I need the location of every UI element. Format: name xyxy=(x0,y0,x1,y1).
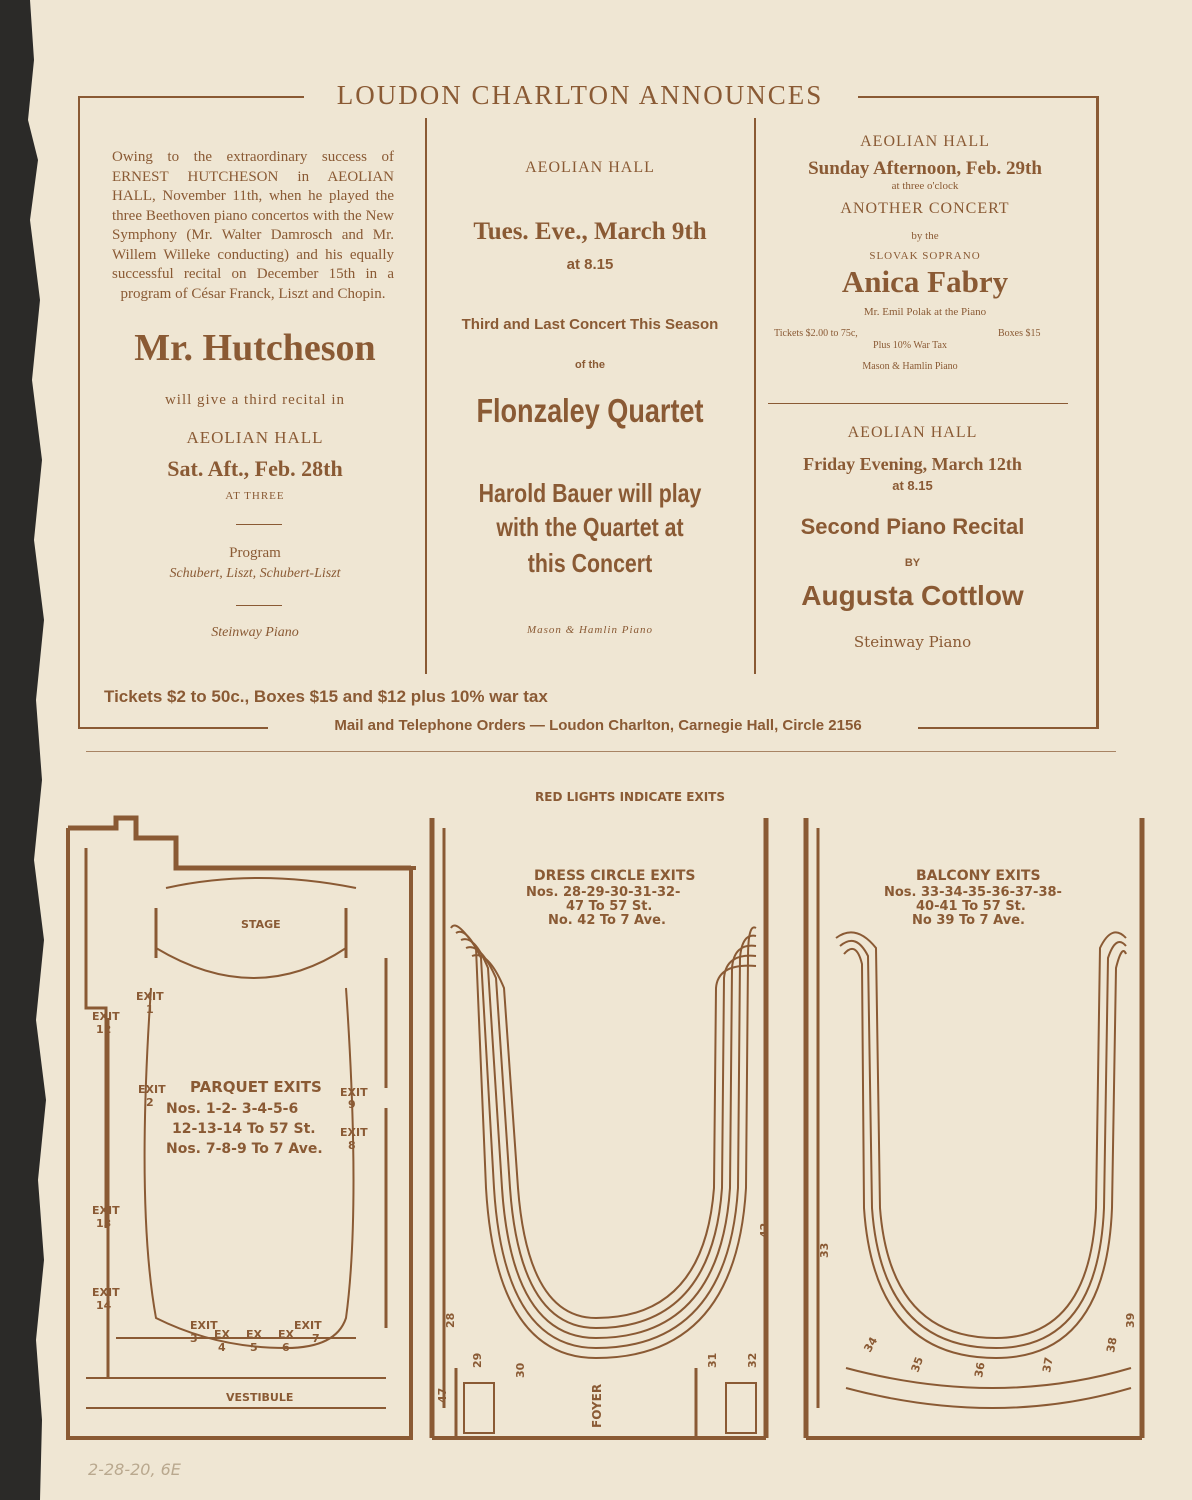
hutcheson-date: Sat. Aft., Feb. 28th xyxy=(167,456,343,481)
exit-32: 32 xyxy=(746,1352,759,1368)
stage-label: STAGE xyxy=(241,918,281,931)
exit-1-number: 1 xyxy=(146,1003,154,1016)
exit-39: 39 xyxy=(1124,1312,1137,1328)
hutcheson-name: Mr. Hutcheson xyxy=(134,327,376,369)
flonzaley-of-the: of the xyxy=(575,359,605,371)
exit-1-word: EXIT xyxy=(136,990,164,1003)
footer-orders: Mail and Telephone Orders — Loudon Charlton, Carnegie Hall, Circle 2156 xyxy=(334,717,862,734)
torn-edge xyxy=(0,0,48,1500)
hutcheson-hall: AEOLIAN HALL xyxy=(186,428,324,447)
exit-14-number: 14 xyxy=(96,1299,112,1312)
cottlow-piano: Steinway Piano xyxy=(853,633,972,651)
exit-35: 35 xyxy=(908,1355,927,1375)
exit-6-number: 6 xyxy=(282,1341,290,1354)
exit-28: 28 xyxy=(444,1312,457,1328)
dress-line1: Nos. 28-29-30-31-32- xyxy=(526,885,681,900)
exit-2-word: EXIT xyxy=(138,1083,166,1096)
exit-4-word: EX xyxy=(214,1328,230,1341)
header-title: LOUDON CHARLTON ANNOUNCES xyxy=(336,80,824,110)
parquet-title: PARQUET EXITS xyxy=(190,1078,322,1096)
hutcheson-divider-1 xyxy=(236,524,282,525)
cottlow-hall: AEOLIAN HALL xyxy=(847,424,978,441)
cottlow-time: at 8.15 xyxy=(892,478,933,493)
exit-3-word: EXIT xyxy=(190,1319,218,1332)
flonzaley-date: Tues. Eve., March 9th xyxy=(473,218,707,245)
footer-tickets: Tickets $2 to 50c., Boxes $15 and $12 plus 10% war tax xyxy=(104,687,548,706)
exit-7-number: 7 xyxy=(312,1332,320,1345)
header-rule-left xyxy=(78,96,304,98)
cottlow-name: Augusta Cottlow xyxy=(801,580,1024,611)
fabry-boxes: Boxes $15 xyxy=(998,328,1041,339)
right-column-divider xyxy=(768,403,1068,404)
hutcheson-divider-2 xyxy=(236,605,282,606)
dress-line3: No. 42 To 7 Ave. xyxy=(548,913,666,928)
fabry-tickets: Tickets $2.00 to 75c, xyxy=(774,328,858,339)
fabry-name: Anica Fabry xyxy=(841,264,1009,299)
flonzaley-bauer-3: this Concert xyxy=(527,548,653,578)
floor-plan xyxy=(56,808,1156,1450)
frame-right xyxy=(1096,96,1099,728)
dress-line2: 47 To 57 St. xyxy=(566,899,653,914)
flonzaley-bauer-2: with the Quartet at xyxy=(496,512,684,542)
exit-9-number: 9 xyxy=(348,1098,356,1111)
exit-30: 30 xyxy=(514,1362,527,1378)
balcony-title: BALCONY EXITS xyxy=(916,868,1041,884)
exit-14-word: EXIT xyxy=(92,1286,120,1299)
exit-13-word: EXIT xyxy=(92,1204,120,1217)
exit-33: 33 xyxy=(818,1242,831,1258)
exit-31: 31 xyxy=(706,1352,719,1368)
fabry-another: ANOTHER CONCERT xyxy=(840,200,1010,217)
cottlow-date: Friday Evening, March 12th xyxy=(803,454,1022,474)
frame-bottom-left xyxy=(78,727,268,729)
exit-7-word: EXIT xyxy=(294,1319,322,1332)
flonzaley-time: at 8.15 xyxy=(566,256,614,273)
hutcheson-piano: Steinway Piano xyxy=(211,625,299,640)
exit-8-number: 8 xyxy=(348,1139,356,1152)
hutcheson-program-label: Program xyxy=(229,545,281,561)
exit-13-number: 13 xyxy=(96,1217,112,1230)
parquet-line2: 12-13-14 To 57 St. xyxy=(172,1121,316,1137)
flonzaley-bauer-1: Harold Bauer will play xyxy=(478,478,702,508)
exit-2-number: 2 xyxy=(146,1096,154,1109)
fabry-by-the: by the xyxy=(911,230,939,242)
cottlow-by: BY xyxy=(904,557,921,569)
balcony-line3: No 39 To 7 Ave. xyxy=(912,913,1025,928)
hutcheson-line1: will give a third recital in xyxy=(164,392,346,408)
column-divider-2 xyxy=(754,118,756,674)
hutcheson-intro: Owing to the extraordinary success of ERNEST HUTCHESON in AEOLIAN HALL, November 11th, when he played the three Beethoven piano concertos with the New Symphony (Mr. Walter Damrosch and Mr. Willem Willeke conducting) and his equally successful recital on December 15th in a program of César Franck, Liszt and Chopin. xyxy=(112,149,394,302)
flonzaley-hall: AEOLIAN HALL xyxy=(525,159,655,176)
dress-title: DRESS CIRCLE EXITS xyxy=(534,868,696,884)
frame-bottom-right xyxy=(918,727,1099,729)
exit-4-number: 4 xyxy=(218,1341,226,1354)
section-separator xyxy=(86,751,1116,752)
exit-34: 34 xyxy=(861,1334,881,1355)
exit-37: 37 xyxy=(1040,1356,1056,1374)
exit-47: 47 xyxy=(436,1387,449,1403)
balcony-line2: 40-41 To 57 St. xyxy=(916,899,1026,914)
header-rule-right xyxy=(858,96,1098,98)
flonzaley-piano: Mason & Hamlin Piano xyxy=(526,624,654,636)
exit-5-number: 5 xyxy=(250,1341,258,1354)
exit-5-word: EX xyxy=(246,1328,262,1341)
parquet-line3: Nos. 7-8-9 To 7 Ave. xyxy=(166,1141,323,1157)
cottlow-recital: Second Piano Recital xyxy=(800,514,1025,539)
exit-3-number: 3 xyxy=(190,1332,198,1345)
fabry-hall: AEOLIAN HALL xyxy=(860,133,990,150)
exit-8-word: EXIT xyxy=(340,1126,368,1139)
fabry-accompanist: Mr. Emil Polak at the Piano xyxy=(863,306,987,318)
exit-12-word: EXIT xyxy=(92,1010,120,1023)
flonzaley-name: Flonzaley Quartet xyxy=(476,392,704,429)
column-divider-1 xyxy=(425,118,427,674)
parquet-line1: Nos. 1-2- 3-4-5-6 xyxy=(166,1101,299,1117)
exit-42: 42 xyxy=(758,1222,771,1238)
exit-36: 36 xyxy=(972,1361,988,1379)
plan-title: RED LIGHTS INDICATE EXITS xyxy=(535,790,725,804)
fabry-soprano: SLOVAK SOPRANO xyxy=(869,250,981,262)
fabry-date: Sunday Afternoon, Feb. 29th xyxy=(808,158,1042,179)
flonzaley-concert: Third and Last Concert This Season xyxy=(461,316,719,333)
frame-left xyxy=(78,96,80,728)
hutcheson-time: AT THREE xyxy=(225,490,285,502)
exit-9-word: EXIT xyxy=(340,1086,368,1099)
handwritten-annotation: 2-28-20, 6E xyxy=(88,1460,181,1479)
fabry-piano: Mason & Hamlin Piano xyxy=(862,361,958,372)
fabry-tax: Plus 10% War Tax xyxy=(873,340,947,351)
exit-38: 38 xyxy=(1104,1336,1120,1354)
fabry-time: at three o'clock xyxy=(891,180,959,192)
vestibule-label: VESTIBULE xyxy=(226,1391,294,1404)
foyer-label: FOYER xyxy=(590,1383,604,1428)
exit-6-word: EX xyxy=(278,1328,294,1341)
exit-12-number: 12 xyxy=(96,1023,112,1036)
exit-29: 29 xyxy=(471,1352,484,1368)
balcony-line1: Nos. 33-34-35-36-37-38- xyxy=(884,885,1062,900)
hutcheson-program: Schubert, Liszt, Schubert-Liszt xyxy=(169,566,341,581)
